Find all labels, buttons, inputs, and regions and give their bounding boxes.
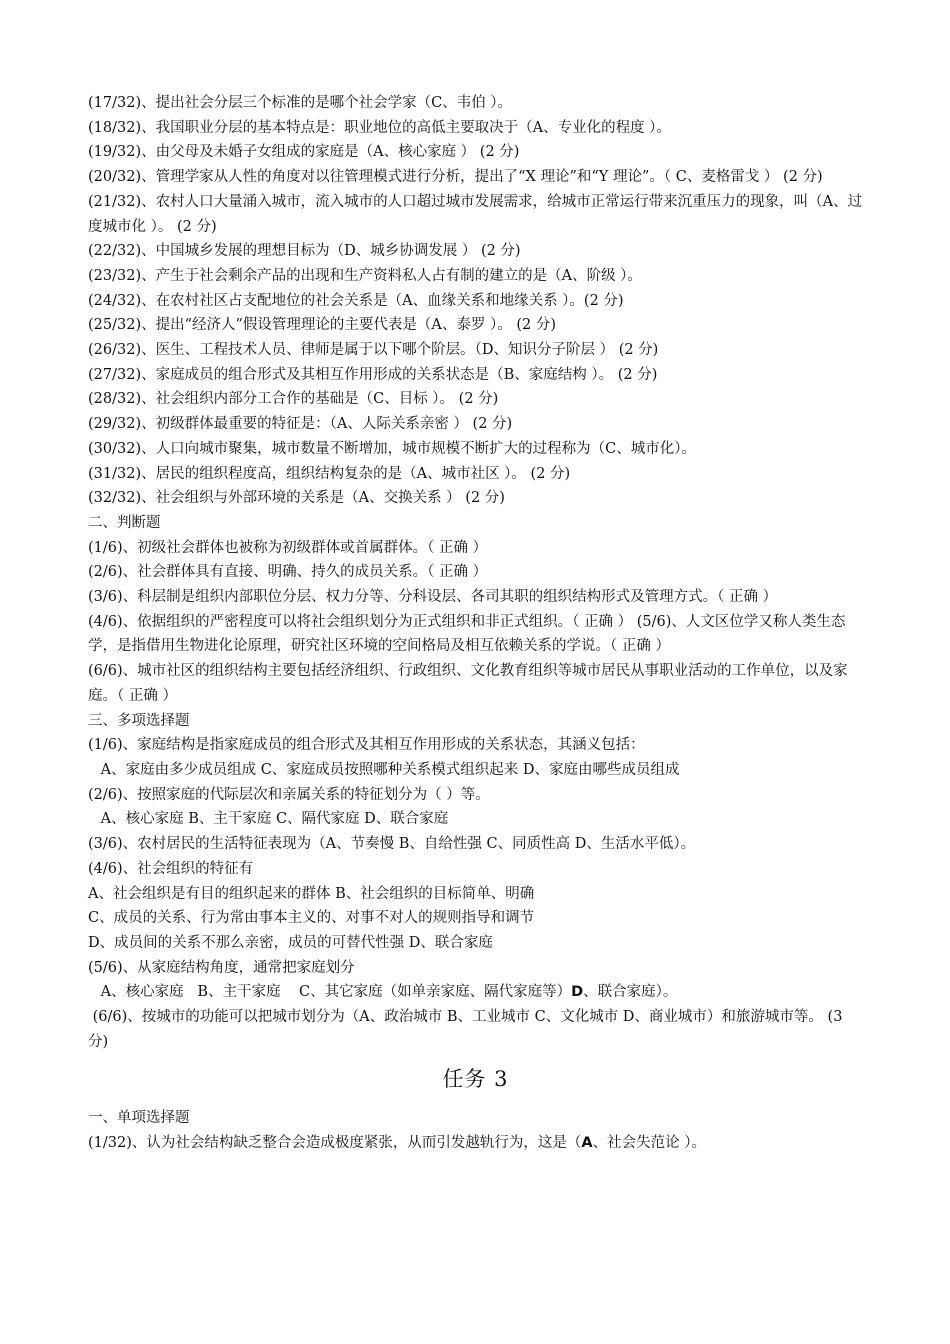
text-line: (28/32)、社会组织内部分工合作的基础是（C、目标 ）。 (2 分) xyxy=(88,391,499,408)
text-line: (21/32)、农村人口大量涌入城市，流入城市的人口超过城市发展需求，给城市正常运行带来沉重压力的现象，叫（A、过度城市化 ）。 (2 分) xyxy=(88,193,863,235)
question-5-options xyxy=(88,980,863,1005)
text-line: (31/32)、居民的组织程度高，组织结构复杂的是（A、城市社区 ）。 (2 分) xyxy=(88,465,571,482)
text-line: (25/32)、提出“经济人”假设管理理论的主要代表是（A、泰罗 ）。 (2 分) xyxy=(88,317,557,334)
text-line: (1/6)、初级社会群体也被称为初级群体或首属群体。（ 正确 ） xyxy=(88,539,488,556)
text-line: (23/32)、产生于社会剩余产品的出现和生产资料私人占有制的建立的是（A、阶级 ）。 xyxy=(88,267,642,284)
text-line: (4/6)、社会组织的特征有 xyxy=(88,860,254,877)
text-line: (5/6)、从家庭结构角度，通常把家庭划分 xyxy=(88,959,355,976)
question-text: (1/32)、认为社会结构缺乏整合会造成极度紧张，从而引发越轨行为，这是（ xyxy=(88,1135,582,1152)
document-page xyxy=(88,91,863,1156)
text-line: (6/6)、城市社区的组织结构主要包括经济组织、行政组织、文化教育组织等城市居民从事职业活动的工作单位，以及家庭。（ 正确 ） xyxy=(88,663,848,704)
text-line: (4/6)、依据组织的严密程度可以将社会组织划分为正式组织和非正式组织。（ 正确 ） (5/6)、人文区位学又称人类生态学，是指借用生物进化论原理，研究社区环境的空间格局及相互依赖关系的学说。（ 正确 ） xyxy=(88,613,846,655)
option-text-end: 、联合家庭）。 xyxy=(583,984,678,1001)
text-line: 三、多项选择题 xyxy=(88,712,190,729)
question-6: (6/6)、按城市的功能可以把城市划分为（A、政治城市 B、工业城市 C、文化城市 D、商业城市）和旅游城市等。 (3 分) xyxy=(88,1009,848,1050)
text-line: C、成员的关系、行为常由事本主义的、对事不对人的规则指导和调节 xyxy=(88,910,535,927)
option-letter-bold: D xyxy=(571,984,584,1001)
section-heading: 一、单项选择题 xyxy=(88,1110,190,1127)
text-line: (18/32)、我国职业分层的基本特点是：职业地位的高低主要取决于（A、专业化的程度 ）。 xyxy=(88,119,671,136)
text-line: (20/32)、管理学家从人性的角度对以往管理模式进行分析，提出了“X 理论”和“Y 理论”。（ C、麦格雷戈 ） (2 分) xyxy=(88,169,823,186)
text-line: (22/32)、中国城乡发展的理想目标为（D、城乡协调发展 ） (2 分) xyxy=(88,243,521,260)
text-line: (27/32)、家庭成员的组合形式及其相互作用形成的关系状态是（B、家庭结构 ）。 (2 分) xyxy=(88,366,658,383)
section-title: 任务 3 xyxy=(442,1067,509,1092)
text-line: (32/32)、社会组织与外部环境的关系是（A、交换关系 ） (2 分) xyxy=(88,490,505,507)
text-line: (3/6)、科层制是组织内部职位分层、权力分等、分科设层、各司其职的组织结构形式及管理方式。（ 正确 ） xyxy=(88,589,778,606)
text-line: (19/32)、由父母及未婚子女组成的家庭是（A、核心家庭 ） (2 分) xyxy=(88,144,520,161)
question-1-task3 xyxy=(88,1131,863,1156)
text-line: A、家庭由多少成员组成 C、家庭成员按照哪种关系模式组织起来 D、家庭由哪些成员组成 xyxy=(96,761,680,778)
text-line: (26/32)、医生、工程技术人员、律师是属于以下哪个阶层。（D、知识分子阶层 ） (2 分) xyxy=(88,342,659,359)
text-line: (24/32)、在农村社区占支配地位的社会关系是（A、血缘关系和地缘关系 ）。(2 分) xyxy=(88,292,624,309)
option-text: A、核心家庭 B、主干家庭 C、其它家庭（如单亲家庭、隔代家庭等） xyxy=(96,984,572,1001)
answer-text: 、社会失范论 ）。 xyxy=(592,1135,706,1152)
text-line: (1/6)、家庭结构是指家庭成员的组合形式及其相互作用形成的关系状态，其涵义包括： xyxy=(88,737,645,754)
answer-letter-bold: A xyxy=(581,1135,593,1152)
text-line: (30/32)、人口向城市聚集，城市数量不断增加，城市规模不断扩大的过程称为（C、城市化）。 xyxy=(88,440,696,457)
text-line: A、社会组织是有目的组织起来的群体 B、社会组织的目标简单、明确 xyxy=(88,885,535,902)
text-line: (2/6)、社会群体具有直接、明确、持久的成员关系。（ 正确 ） xyxy=(88,564,488,581)
text-line: A、核心家庭 B、主干家庭 C、隔代家庭 D、联合家庭 xyxy=(96,811,449,828)
text-line: (17/32)、提出社会分层三个标准的是哪个社会学家（C、韦伯 ）。 xyxy=(88,95,513,111)
text-line: (3/6)、农村居民的生活特征表现为（A、节奏慢 B、自给性强 C、同质性高 D、生活水平低）。 xyxy=(88,836,696,853)
text-line: (29/32)、初级群体最重要的特征是：（A、人际关系亲密 ） (2 分) xyxy=(88,416,513,433)
text-line: D、成员间的关系不那么亲密，成员的可替代性强 D、联合家庭 xyxy=(88,934,493,951)
question-list xyxy=(88,91,863,980)
text-line: (2/6)、按照家庭的代际层次和亲属关系的特征划分为（ ）等。 xyxy=(88,786,490,803)
text-line: 二、判断题 xyxy=(88,514,161,531)
